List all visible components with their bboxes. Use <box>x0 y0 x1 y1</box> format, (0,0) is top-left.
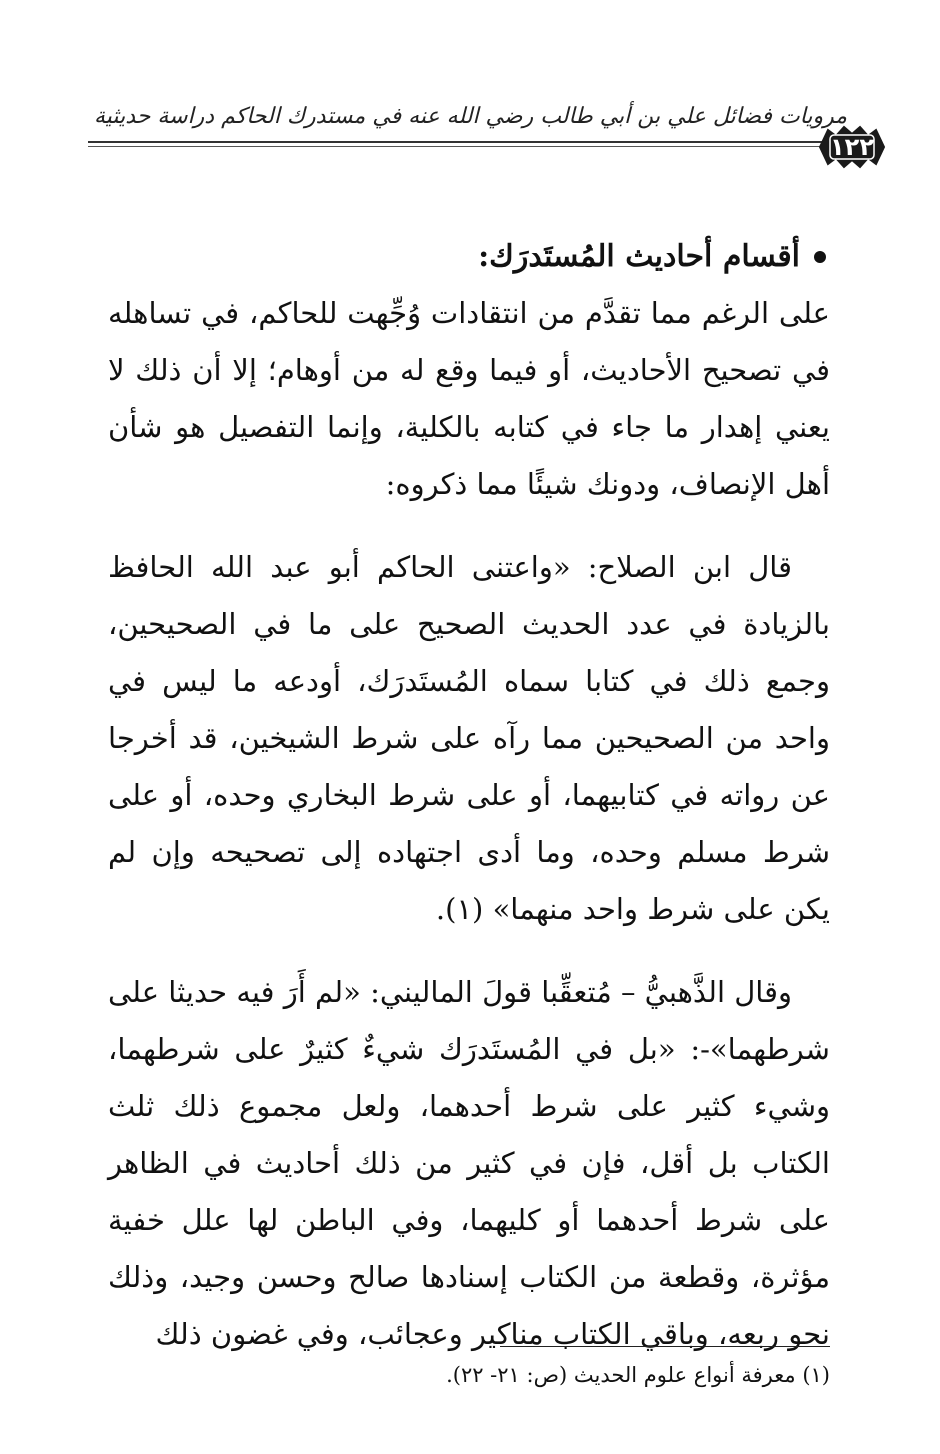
bullet-icon <box>814 251 826 263</box>
running-header <box>88 96 892 176</box>
paragraph-intro <box>108 285 830 513</box>
paragraph-intro-text: على الرغم مما تقدَّم من انتقادات وُجِّهت للحاكم، في تساهله في تصحيح الأحاديث، أو فيما وقع له من أوهام؛ إلا أن ذلك لا يعني إهدار ما جاء في كتابه بالكلية، وإنما التفصيل هو شأن أهل الإنصاف، ودونك شيئًا مما ذكروه: <box>108 296 830 501</box>
header-rule-secondary <box>88 146 832 147</box>
footnote-text: (١) معرفة أنواع علوم الحديث (ص: ٢١- ٢٢). <box>446 1363 830 1387</box>
running-header-title: مرويات فضائل علي بن أبي طالب رضي الله عنه في مستدرك الحاكم دراسة حديثية <box>94 104 848 129</box>
header-rule <box>88 141 832 143</box>
page-number-badge <box>812 124 892 170</box>
paragraph-dhahabi-quote <box>108 964 830 1363</box>
section-heading-text: أقسام أحاديث المُستَدرَك: <box>478 239 800 274</box>
footnote <box>108 1358 830 1392</box>
paragraph-ibn-salah-text: قال ابن الصلاح: «واعتنى الحاكم أبو عبد الله الحافظ بالزيادة في عدد الحديث الصحيح على ما في الصحيحين، وجمع ذلك في كتابا سماه المُستَدرَك، أودعه ما ليس في واحد من الصحيحين مما رآه على شرط الشيخين، قد أخرجا عن رواته في كتابيهما، أو على شرط البخاري وحده، أو على شرط مسلم وحده، وما أدى اجتهاده إلى تصحيحه وإن لم يكن على شرط واحد منهما» (١). <box>108 550 830 926</box>
page-number: ١٢٢ <box>830 133 874 161</box>
paragraph-dhahabi-text: وقال الذَّهبيُّ – مُتعقِّبا قولَ الماليني: «لم أَرَ فيه حديثا على شرطهما»-: «بل في المُستَدرَك شيءٌ كثيرٌ على شرطهما، وشيء كثير على شرط أحدهما، ولعل مجموع ذلك ثلث الكتاب بل أقل، فإن في كثير من ذلك أحاديث في الظاهر على شرط أحدهما أو كليهما، وفي الباطن لها علل خفية مؤثرة، وقطعة من الكتاب إسنادها صالح وحسن وجيد، وذلك نحو ربعه، وباقي الكتاب مناكير وعجائب، وفي غضون ذلك <box>108 975 830 1351</box>
main-text <box>108 228 830 1363</box>
section-heading <box>108 228 830 285</box>
footnote-rule <box>500 1346 830 1347</box>
paragraph-ibn-salah-quote <box>108 539 830 938</box>
